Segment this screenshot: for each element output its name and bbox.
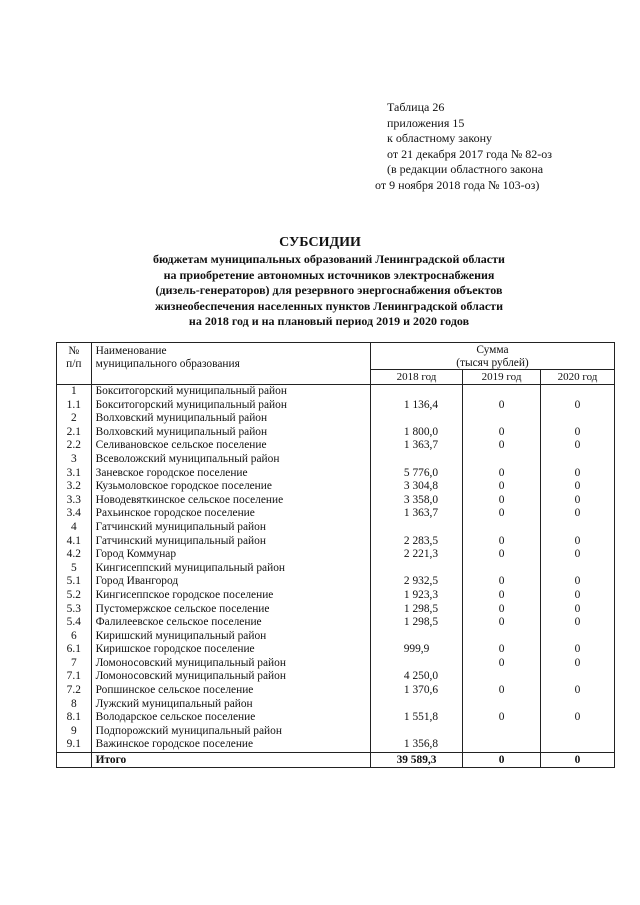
row-value-2019: 0	[463, 589, 541, 603]
table-row	[57, 616, 615, 630]
table-header-row	[57, 343, 615, 370]
row-value-2018	[370, 657, 462, 671]
row-value-2020	[541, 725, 615, 739]
row-value-2018	[370, 725, 462, 739]
row-name: Гатчинский муниципальный район	[91, 535, 370, 549]
table-row	[57, 575, 615, 589]
row-value-2019: 0	[463, 494, 541, 508]
row-value-2020	[541, 630, 615, 644]
header-name: Наименование муниципального образования	[91, 343, 370, 385]
table-row	[57, 603, 615, 617]
title-line: бюджетам муниципальных образований Ленинградской области	[153, 252, 505, 266]
row-value-2019: 0	[463, 711, 541, 725]
row-name: Киришский муниципальный район	[91, 630, 370, 644]
row-num: 1.1	[57, 399, 92, 413]
row-value-2020	[541, 670, 615, 684]
row-value-2019: 0	[463, 684, 541, 698]
row-num: 4.1	[57, 535, 92, 549]
row-value-2020: 0	[541, 467, 615, 481]
row-value-2018	[370, 521, 462, 535]
legal-reference-note	[375, 100, 553, 194]
row-name: Гатчинский муниципальный район	[91, 521, 370, 535]
table-row	[57, 630, 615, 644]
note-line: приложения 15	[387, 115, 465, 130]
row-name: Киришское городское поселение	[91, 643, 370, 657]
row-num: 9	[57, 725, 92, 739]
row-value-2020: 0	[541, 507, 615, 521]
row-value-2018: 1 356,8	[370, 738, 462, 752]
note-line: от 9 ноября 2018 года № 103-оз)	[375, 177, 540, 192]
title-line: на приобретение автономных источников электроснабжения	[163, 267, 495, 282]
note-line: Таблица 26	[387, 100, 445, 114]
row-num: 3.1	[57, 467, 92, 481]
row-value-2018: 1 363,7	[370, 439, 462, 453]
table-row	[57, 507, 615, 521]
total-2018: 39 589,3	[370, 753, 462, 768]
row-value-2020: 0	[541, 684, 615, 698]
row-num: 3	[57, 453, 92, 467]
table-row	[57, 439, 615, 453]
row-value-2019	[463, 412, 541, 426]
row-name: Ломоносовский муниципальный район	[91, 670, 370, 684]
total-2020: 0	[541, 753, 615, 768]
row-value-2018: 1 370,6	[370, 684, 462, 698]
row-num: 5.2	[57, 589, 92, 603]
row-value-2019	[463, 521, 541, 535]
row-name: Новодевяткинское сельское поселение	[91, 494, 370, 508]
row-value-2018: 1 363,7	[370, 507, 462, 521]
table-row	[57, 480, 615, 494]
row-name: Кингисеппский муниципальный район	[91, 562, 370, 576]
row-value-2019: 0	[463, 657, 541, 671]
row-value-2018: 2 283,5	[370, 535, 462, 549]
row-value-2019: 0	[463, 467, 541, 481]
row-value-2020	[541, 385, 615, 399]
row-value-2018	[370, 453, 462, 467]
row-name: Кингисеппское городское поселение	[91, 589, 370, 603]
row-value-2020	[541, 698, 615, 712]
title-line: (дизель-генераторов) для резервного энергоснабжения объектов	[155, 283, 503, 298]
row-value-2018: 999,9	[370, 643, 462, 657]
row-value-2018: 1 136,4	[370, 399, 462, 413]
row-num: 7	[57, 657, 92, 671]
row-value-2019	[463, 630, 541, 644]
row-value-2018	[370, 562, 462, 576]
row-value-2018: 1 923,3	[370, 589, 462, 603]
table-row	[57, 684, 615, 698]
total-label: Итого	[91, 753, 370, 768]
row-value-2020: 0	[541, 426, 615, 440]
row-num: 7.1	[57, 670, 92, 684]
row-num: 7.2	[57, 684, 92, 698]
row-value-2018: 3 304,8	[370, 480, 462, 494]
header-year-2020: 2020 год	[541, 370, 615, 385]
note-line: от 21 декабря 2017 года № 82-оз	[387, 146, 553, 161]
row-value-2020: 0	[541, 548, 615, 562]
row-value-2020: 0	[541, 616, 615, 630]
row-num: 2	[57, 412, 92, 426]
row-value-2020: 0	[541, 657, 615, 671]
table-row	[57, 467, 615, 481]
row-name: Селивановское сельское поселение	[91, 439, 370, 453]
row-value-2018: 2 932,5	[370, 575, 462, 589]
note-line: к областному закону	[387, 131, 493, 146]
row-name: Город Ивангород	[91, 575, 370, 589]
row-value-2020: 0	[541, 711, 615, 725]
row-value-2019: 0	[463, 643, 541, 657]
row-value-2020: 0	[541, 480, 615, 494]
row-num: 5	[57, 562, 92, 576]
row-num: 2.1	[57, 426, 92, 440]
row-num: 5.1	[57, 575, 92, 589]
row-num: 8	[57, 698, 92, 712]
row-value-2019: 0	[463, 616, 541, 630]
row-value-2020: 0	[541, 535, 615, 549]
document-title	[0, 234, 640, 330]
row-value-2018: 3 358,0	[370, 494, 462, 508]
row-value-2019: 0	[463, 480, 541, 494]
row-name: Заневское городское поселение	[91, 467, 370, 481]
row-num: 1	[57, 385, 92, 399]
row-value-2019	[463, 453, 541, 467]
row-name: Кузьмоловское городское поселение	[91, 480, 370, 494]
table-row	[57, 711, 615, 725]
row-value-2020	[541, 453, 615, 467]
row-value-2018: 5 776,0	[370, 467, 462, 481]
row-num: 3.2	[57, 480, 92, 494]
row-name: Лужский муниципальный район	[91, 698, 370, 712]
total-2019: 0	[463, 753, 541, 768]
row-value-2019: 0	[463, 603, 541, 617]
row-value-2020: 0	[541, 643, 615, 657]
table-row	[57, 657, 615, 671]
row-name: Пустомержское сельское поселение	[91, 603, 370, 617]
row-value-2019	[463, 385, 541, 399]
row-num: 5.3	[57, 603, 92, 617]
table-row	[57, 725, 615, 739]
row-value-2019	[463, 738, 541, 752]
title-main: СУБСИДИИ	[279, 235, 361, 250]
header-year-2019: 2019 год	[463, 370, 541, 385]
row-value-2018: 2 221,3	[370, 548, 462, 562]
table-row	[57, 535, 615, 549]
row-value-2020: 0	[541, 439, 615, 453]
row-value-2019: 0	[463, 426, 541, 440]
note-line: (в редакции областного закона	[387, 162, 544, 177]
row-value-2020	[541, 521, 615, 535]
table-row	[57, 453, 615, 467]
row-name: Бокситогорский муниципальный район	[91, 399, 370, 413]
header-sum: Сумма (тысяч рублей)	[370, 343, 614, 370]
table-row	[57, 562, 615, 576]
row-value-2020: 0	[541, 589, 615, 603]
row-num: 6.1	[57, 643, 92, 657]
row-value-2019: 0	[463, 548, 541, 562]
table-row	[57, 670, 615, 684]
row-value-2018: 4 250,0	[370, 670, 462, 684]
table-row	[57, 643, 615, 657]
row-name: Фалилеевское сельское поселение	[91, 616, 370, 630]
table-row	[57, 412, 615, 426]
row-num: 9.1	[57, 738, 92, 752]
title-line: жизнеобеспечения населенных пунктов Ленинградской области	[155, 298, 503, 313]
row-value-2020	[541, 562, 615, 576]
row-num: 3.3	[57, 494, 92, 508]
row-value-2020: 0	[541, 603, 615, 617]
row-name: Подпорожский муниципальный район	[91, 725, 370, 739]
row-value-2019: 0	[463, 439, 541, 453]
table-row	[57, 738, 615, 752]
row-name: Волховский муниципальный район	[91, 412, 370, 426]
row-num: 3.4	[57, 507, 92, 521]
row-name: Волховский муниципальный район	[91, 426, 370, 440]
row-value-2018	[370, 698, 462, 712]
table-row	[57, 548, 615, 562]
row-num: 8.1	[57, 711, 92, 725]
title-line: на 2018 год и на плановый период 2019 и 2020 годов	[188, 314, 470, 329]
row-value-2018: 1 800,0	[370, 426, 462, 440]
row-value-2018	[370, 630, 462, 644]
table-row	[57, 521, 615, 535]
row-name: Ломоносовский муниципальный район	[91, 657, 370, 671]
row-num: 4	[57, 521, 92, 535]
row-num: 5.4	[57, 616, 92, 630]
row-name: Всеволожский муниципальный район	[91, 453, 370, 467]
row-value-2019: 0	[463, 507, 541, 521]
subsidies-table	[56, 342, 615, 768]
row-value-2019: 0	[463, 535, 541, 549]
row-value-2020: 0	[541, 575, 615, 589]
row-value-2019	[463, 670, 541, 684]
table-total-row	[57, 753, 615, 768]
row-value-2019	[463, 725, 541, 739]
table-row	[57, 589, 615, 603]
row-value-2020	[541, 412, 615, 426]
row-name: Володарское сельское поселение	[91, 711, 370, 725]
row-name: Город Коммунар	[91, 548, 370, 562]
row-value-2018: 1 551,8	[370, 711, 462, 725]
row-value-2019: 0	[463, 575, 541, 589]
row-value-2019: 0	[463, 399, 541, 413]
row-num: 6	[57, 630, 92, 644]
row-value-2018: 1 298,5	[370, 616, 462, 630]
row-value-2020	[541, 738, 615, 752]
table-row	[57, 426, 615, 440]
table-row	[57, 385, 615, 399]
header-num: № п/п	[57, 343, 92, 385]
row-value-2020: 0	[541, 399, 615, 413]
table-row	[57, 494, 615, 508]
row-value-2020: 0	[541, 494, 615, 508]
row-name: Бокситогорский муниципальный район	[91, 385, 370, 399]
header-year-2018: 2018 год	[370, 370, 462, 385]
row-value-2019	[463, 562, 541, 576]
row-name: Ропшинское сельское поселение	[91, 684, 370, 698]
row-name: Важинское городское поселение	[91, 738, 370, 752]
row-name: Рахьинское городское поселение	[91, 507, 370, 521]
total-num	[57, 753, 92, 768]
row-num: 4.2	[57, 548, 92, 562]
table-row	[57, 399, 615, 413]
row-value-2018: 1 298,5	[370, 603, 462, 617]
row-num: 2.2	[57, 439, 92, 453]
table-row	[57, 698, 615, 712]
row-value-2019	[463, 698, 541, 712]
row-value-2018	[370, 412, 462, 426]
row-value-2018	[370, 385, 462, 399]
